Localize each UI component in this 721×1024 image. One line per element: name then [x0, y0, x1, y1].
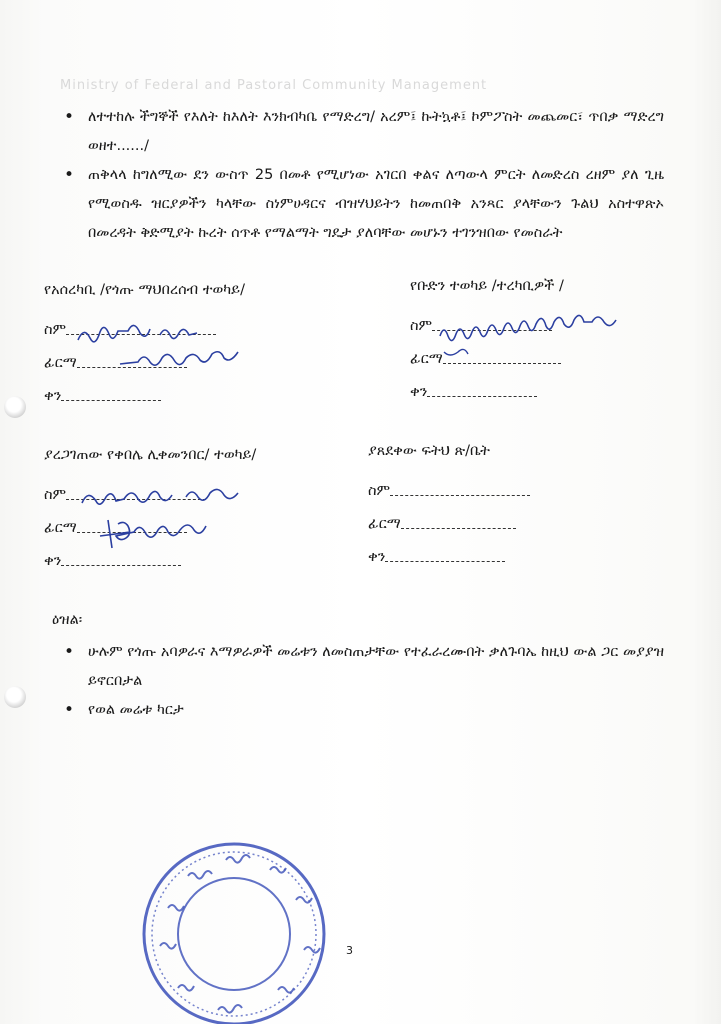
signature-label: ፊርማ	[368, 516, 401, 532]
receiving-group-heading: የቡድን ተወካይ /ተረካቢዎች /	[410, 278, 564, 294]
handover-community-block	[44, 282, 314, 419]
punch-hole	[4, 686, 26, 708]
date-line	[427, 382, 537, 397]
signature-field	[44, 518, 344, 551]
justice-office-heading: ያጸደቀው ፍትህ ጽ/ቤት	[368, 443, 490, 459]
annex-item: • የወል መሬቱ ካርታ	[64, 696, 664, 725]
receiving-group-block	[410, 278, 700, 415]
punch-hole	[4, 396, 26, 418]
name-field	[44, 485, 344, 518]
date-label: ቀን	[410, 384, 428, 400]
date-field	[44, 386, 314, 419]
date-field	[410, 382, 700, 415]
name-label: ስም	[368, 483, 391, 499]
name-label: ስም	[410, 318, 433, 334]
obligations-list	[64, 103, 664, 248]
obligation-item: • ለተተከሉ ችግኞች የእለት ከእለት እንክብካቤ የማድረግ/ አረም፤ ኩትኳቶ፤ ኮምፖስት መጨመር፣ ጥበቃ ማድረግ ወዘተ....../	[64, 103, 664, 161]
signature-label: ፊርማ	[44, 520, 77, 536]
page-number: 3	[346, 944, 353, 957]
date-label: ቀን	[368, 549, 386, 565]
date-line	[61, 551, 181, 566]
name-field	[410, 316, 700, 349]
signature-line	[401, 514, 516, 529]
date-label: ቀን	[44, 388, 62, 404]
signature-label: ፊርማ	[410, 351, 443, 367]
signature-line	[77, 518, 187, 533]
signature-field	[44, 353, 314, 386]
signature-line	[77, 353, 187, 368]
signature-field	[368, 514, 668, 547]
official-stamp	[138, 838, 338, 1024]
obligation-item: • ጠቅላላ ከግለሚው ደን ውስጥ 25 በመቶ የሚሆነው አገርበ ቀልና ለጣውላ ምርት ለመድረስ ረዘም ያለ ጊዜ የሚወስዱ ዝርያዎችን ካላቸው ስነምሀዳርና ብዝሃህይትን ከመጠበቅ አንጻር ያላቸውን ጉልህ አስተዋጽኦ በመረዳት ቅድሚያት ኩረት ሰጥቶ የማልማት ግዴታ ያለባቸው መሆኑን ተገንዝበው የመስራት	[64, 161, 664, 248]
name-line	[432, 316, 552, 331]
signature-line	[443, 349, 561, 364]
name-label: ስም	[44, 487, 67, 503]
kebele-chair-block	[44, 447, 344, 584]
date-line	[61, 386, 161, 401]
name-line	[390, 481, 530, 496]
kebele-chair-heading: ያረጋገጠው የቀበሌ ሊቀመንበር/ ተወካይ/	[44, 447, 257, 463]
justice-office-block	[368, 443, 668, 580]
date-field	[44, 551, 344, 584]
faint-header-text: Ministry of Federal and Pastoral Community Management	[60, 78, 488, 93]
name-field	[44, 320, 314, 353]
date-line	[385, 547, 505, 562]
name-line	[66, 485, 206, 500]
handover-community-heading: የአሰረካቢ /የጎጡ ማህበረሰብ ተወካይ/	[44, 282, 245, 298]
date-field	[368, 547, 668, 580]
name-label: ስም	[44, 322, 67, 338]
annex-title: ዕዝል፡	[52, 612, 83, 628]
name-line	[66, 320, 216, 335]
annex-list	[64, 638, 664, 725]
signature-field	[410, 349, 700, 382]
name-field	[368, 481, 668, 514]
signature-label: ፊርማ	[44, 355, 77, 371]
annex-item: • ሁሉም የጎጡ አባዎራና እማዎራዎች መሬቱን ለመስጠታቸው የተፈራረሙበት ቃለጉባኤ ከዚህ ውል ጋር መያያዝ ይኖርበታል	[64, 638, 664, 696]
date-label: ቀን	[44, 553, 62, 569]
